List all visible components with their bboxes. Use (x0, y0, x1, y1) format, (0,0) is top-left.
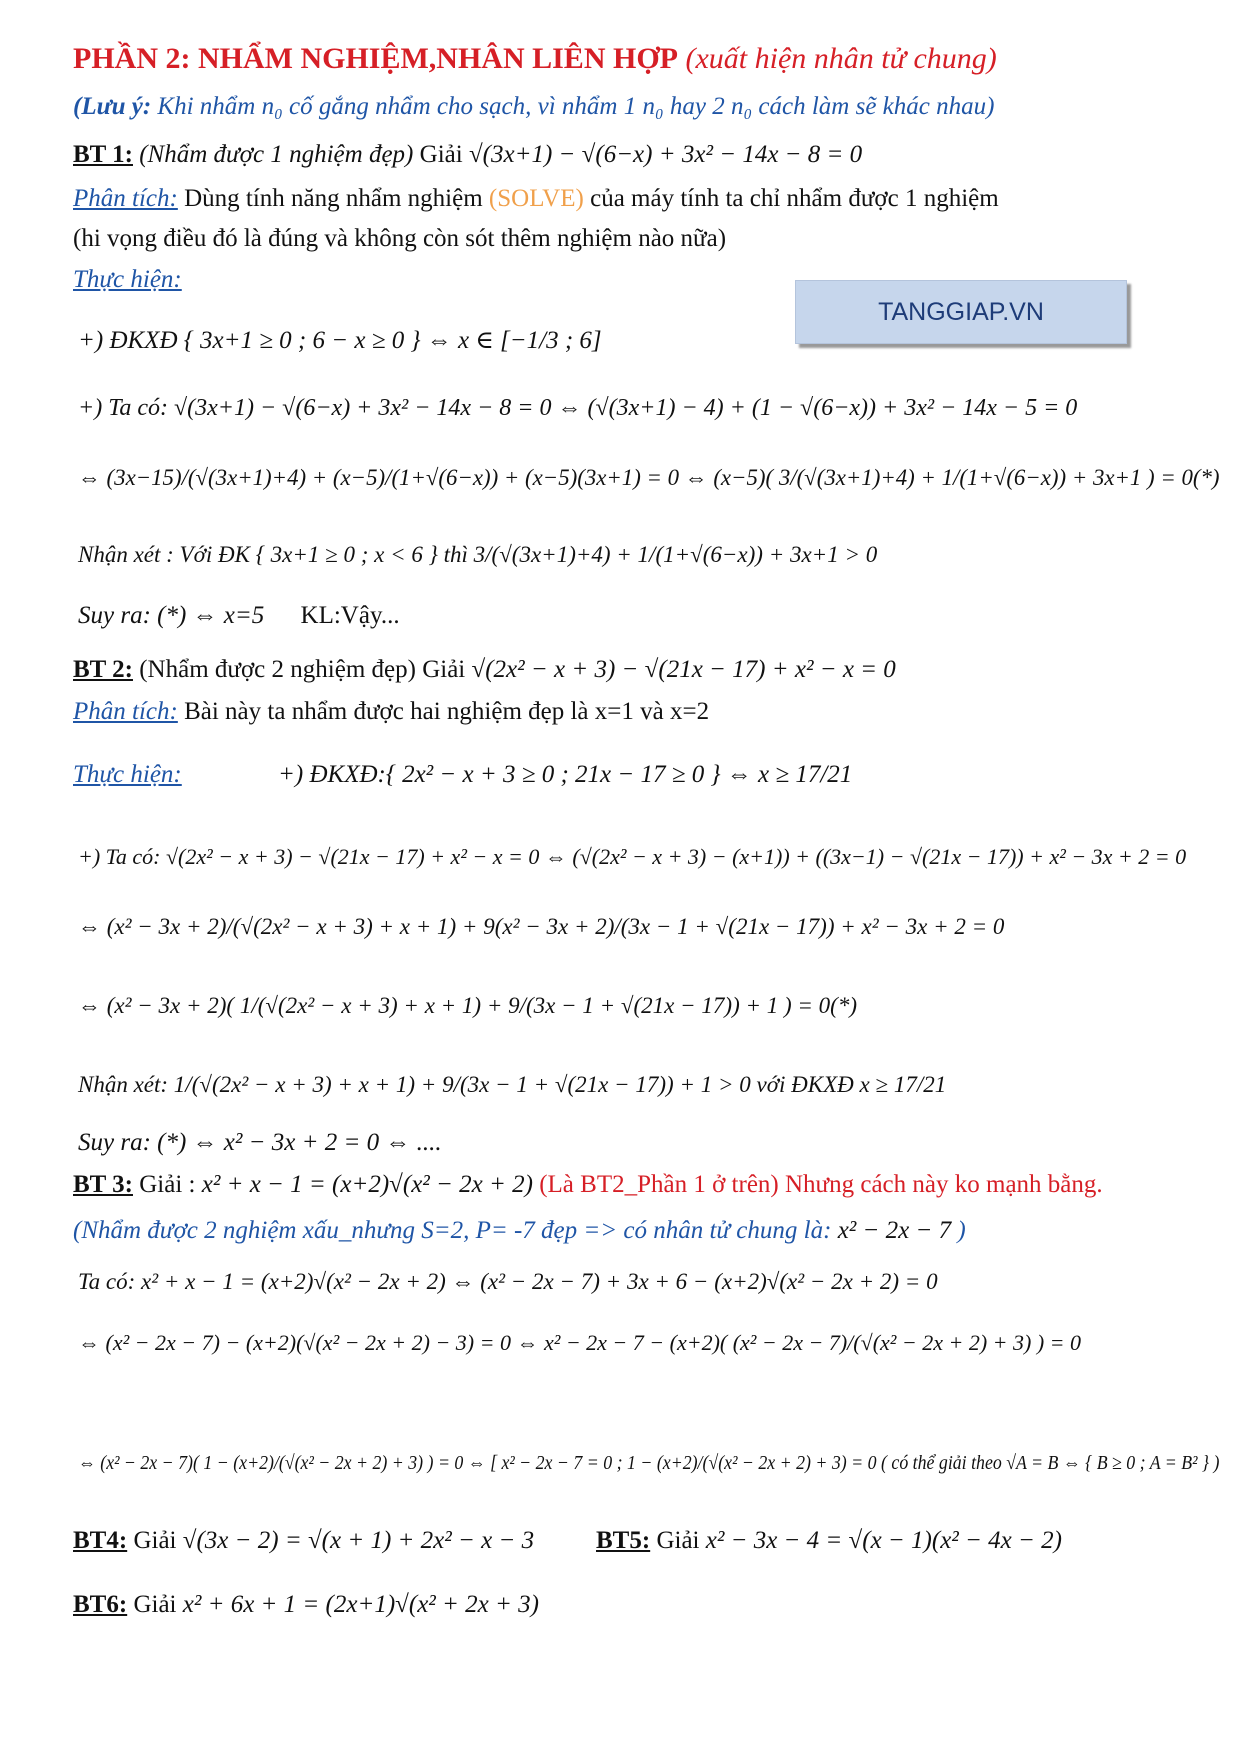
bt2-label: BT 2: (73, 656, 133, 683)
bt3-equation: x² + x − 1 = (x+2)√(x² − 2x + 2) (201, 1171, 533, 1198)
bt1-step2: ⇔ (3x−15)/(√(3x+1)+4) + (x−5)/(1+√(6−x)) + (x−5)(3x+1) = 0 ⇔ (x−5)( 3/(√(3x+1)+4) + 1/(1+√(6−x)) + 3x+1 ) = 0(*) (78, 465, 1220, 490)
note-line (73, 94, 994, 119)
bt3-hint-line (73, 1218, 966, 1243)
bt2-conclude: Suy ra: (*) ⇔ x² − 3x + 2 = 0 ⇔ .... (78, 1129, 442, 1156)
bt2-step3: ⇔ (x² − 3x + 2)( 1/(√(2x² − x + 3) + x + 1) + 9/(3x − 1 + √(21x − 17)) + 1 ) = 0(*) (78, 993, 858, 1018)
bt2-remark: Nhận xét: 1/(√(2x² − x + 3) + x + 1) + 9/(3x − 1 + √(21x − 17)) + 1 > 0 với ĐKXĐ x ≥ 17/21 (78, 1072, 947, 1097)
bt2-step2: ⇔ (x² − 3x + 2)/(√(2x² − x + 3) + x + 1) + 9(x² − 3x + 2)/(3x − 1 + √(21x − 17)) + x² − 3x + 2 = 0 (78, 914, 1005, 939)
bt1-analysis-pre: Dùng tính năng nhẩm nghiệm (184, 185, 483, 212)
bt2-hint: (Nhẩm được 2 nghiệm đẹp) (139, 656, 416, 683)
bt2-solve-word: Giải (422, 656, 466, 683)
bt3-note: (Là BT2_Phần 1 ở trên) Nhưng cách này ko mạnh bằng. (539, 1171, 1103, 1198)
bt3-label: BT 3: (73, 1171, 133, 1198)
bt1-analysis-line2: (hi vọng điều đó là đúng và không còn sót thêm nghiệm nào nữa) (73, 225, 727, 252)
note-label: (Lưu ý: (73, 93, 152, 120)
bt3-step3: ⇔ (x² − 2x − 7)( 1 − (x+2)/(√(x² − 2x + 2) + 3) ) = 0 ⇔ [ x² − 2x − 7 = 0 ; 1 − (x+2)/(√(x² − 2x + 2) + 3) = 0 ( có thể giải theo √A = B ⇔ { B ≥ 0 ; A = B² } ) (78, 1452, 1220, 1474)
bt1-analysis-solve: (SOLVE) (488, 185, 584, 212)
bt1-kl: KL:Vậy... (300, 602, 400, 629)
bt2-heading (73, 657, 896, 682)
bt3-heading (73, 1172, 1103, 1197)
note-text: Khi nhẩm n₀ cố gắng nhẩm cho sạch, vì nhẩm 1 n₀ hay 2 n₀ cách làm sẽ khác nhau) (157, 93, 995, 120)
section-title-paren: (xuất hiện nhân tử chung) (685, 42, 997, 75)
bt4-line (73, 1528, 534, 1553)
section-title: PHẦN 2: NHẨM NGHIỆM,NHÂN LIÊN HỢP (73, 42, 678, 75)
bt1-dkxd: +) ĐKXĐ { 3x+1 ≥ 0 ; 6 − x ≥ 0 } ⇔ x ∈ [−1/3 ; 6] (78, 327, 602, 354)
bt2-analysis-text: Bài này ta nhẩm được hai nghiệm đẹp là x=1 và x=2 (184, 698, 710, 725)
bt1-do-label: Thực hiện: (73, 266, 182, 293)
bt5-line (596, 1528, 1062, 1553)
bt2-step1: +) Ta có: √(2x² − x + 3) − √(21x − 17) + x² − x = 0 ⇔ (√(2x² − x + 3) − (x+1)) + ((3x−1) − √(21x − 17)) + x² − 3x + 2 = 0 (78, 844, 1187, 869)
bt3-step2: ⇔ (x² − 2x − 7) − (x+2)(√(x² − 2x + 2) − 3) = 0 ⇔ x² − 2x − 7 − (x+2)( (x² − 2x − 7)/(√(x² − 2x + 2) + 3) ) = 0 (78, 1330, 1082, 1355)
bt2-equation: √(2x² − x + 3) − √(21x − 17) + x² − x = 0 (471, 656, 896, 683)
bt2-analysis (73, 699, 709, 724)
bt2-dkxd: +) ĐKXĐ:{ 2x² − x + 3 ≥ 0 ; 21x − 17 ≥ 0 } ⇔ x ≥ 17/21 (278, 761, 853, 788)
bt1-conclusion (78, 603, 400, 628)
bt6-line (73, 1592, 539, 1617)
bt6-label: BT6: (73, 1591, 128, 1618)
bt1-solve-word: Giải (419, 141, 463, 168)
bt5-label: BT5: (596, 1527, 651, 1554)
bt1-analysis (73, 186, 999, 211)
bt3-solve-word: Giải : (139, 1171, 196, 1198)
bt6-solve-word: Giải (133, 1591, 177, 1618)
bt4-solve-word: Giải (133, 1527, 177, 1554)
bt3-hint-close: ) (957, 1217, 966, 1244)
bt1-remark: Nhận xét : Với ĐK { 3x+1 ≥ 0 ; x < 6 } thì 3/(√(3x+1)+4) + 1/(1+√(6−x)) + 3x+1 > 0 (78, 542, 878, 567)
site-logo (795, 280, 1127, 344)
bt3-step1: Ta có: x² + x − 1 = (x+2)√(x² − 2x + 2) ⇔ (x² − 2x − 7) + 3x + 6 − (x+2)√(x² − 2x + 2) = 0 (78, 1269, 938, 1294)
bt2-do-label: Thực hiện: (73, 761, 182, 788)
bt4-equation: √(3x − 2) = √(x + 1) + 2x² − x − 3 (182, 1527, 535, 1554)
bt6-equation: x² + 6x + 1 = (2x+1)√(x² + 2x + 3) (182, 1591, 539, 1618)
bt1-equation: √(3x+1) − √(6−x) + 3x² − 14x − 8 = 0 (468, 141, 863, 168)
bt2-do-row (73, 762, 852, 787)
site-logo-text: TANGGIAP.VN (878, 297, 1044, 326)
bt3-hint: (Nhẩm được 2 nghiệm xấu_nhưng S=2, P= -7 đẹp => có nhân tử chung là: (73, 1217, 832, 1244)
bt1-step1: +) Ta có: √(3x+1) − √(6−x) + 3x² − 14x − 8 = 0 ⇔ (√(3x+1) − 4) + (1 − √(6−x)) + 3x² − 14x − 5 = 0 (78, 395, 1078, 421)
bt1-conclude: Suy ra: (*) ⇔ x=5 (78, 602, 265, 629)
bt1-label: BT 1: (73, 141, 133, 168)
bt1-hint: (Nhẩm được 1 nghiệm đẹp) (139, 141, 414, 168)
bt4-label: BT4: (73, 1527, 128, 1554)
bt1-heading (73, 142, 862, 167)
page-title (73, 44, 997, 74)
bt5-equation: x² − 3x − 4 = √(x − 1)(x² − 4x − 2) (705, 1527, 1062, 1554)
bt1-analysis-post: của máy tính ta chỉ nhẩm được 1 nghiệm (590, 185, 999, 212)
bt3-hint-factor: x² − 2x − 7 (837, 1217, 952, 1244)
bt1-analysis-label: Phân tích: (73, 185, 178, 212)
bt2-analysis-label: Phân tích: (73, 698, 178, 725)
bt5-solve-word: Giải (656, 1527, 700, 1554)
